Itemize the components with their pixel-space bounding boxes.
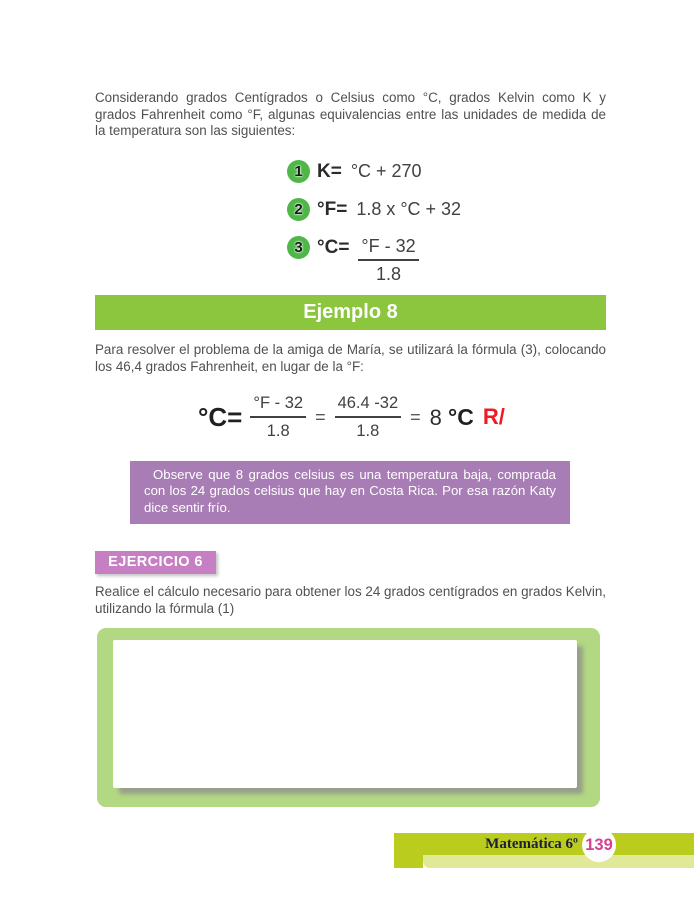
formula-row-2 <box>287 198 461 221</box>
result-value: 8 <box>429 404 448 430</box>
formula-fraction <box>358 236 418 284</box>
equals-sign: = <box>410 406 421 427</box>
formula-list <box>287 160 461 299</box>
formula-lhs: °C= <box>317 237 350 258</box>
example-fraction-1 <box>250 393 306 441</box>
fraction-denominator: 1.8 <box>376 264 402 284</box>
fraction-denominator: 1.8 <box>356 422 380 440</box>
fraction-numerator: °F - 32 <box>250 393 306 418</box>
formula-number-badge: 3 <box>287 236 310 259</box>
book-title: Matemática 6º <box>485 836 578 852</box>
formula-row-3 <box>287 236 461 284</box>
answer-box-frame <box>97 628 600 807</box>
answer-mark: R/ <box>482 404 505 429</box>
formula-row-1 <box>287 160 461 183</box>
page-number-badge: 139 <box>582 828 616 862</box>
example-result <box>430 404 474 431</box>
example-fraction-2 <box>335 393 402 441</box>
fraction-numerator: °F - 32 <box>358 236 418 261</box>
formula-rhs: °C + 270 <box>350 161 422 181</box>
result-unit: °C <box>448 403 474 430</box>
example-paragraph: Para resolver el problema de la amiga de María, se utilizará la fórmula (3), colocando los 46,4 grados Fahrenheit, en lugar de la °F: <box>95 342 606 374</box>
example-formula <box>198 393 505 441</box>
exercise-paragraph: Realice el cálculo necesario para obtener los 24 grados centígrados en grados Kelvin, utilizando la fórmula (1) <box>95 584 606 616</box>
observation-note-box: Observe que 8 grados celsius es una temperatura baja, comprada con los 24 grados celsius que hay en Costa Rica. Por esa razón Katy dice sentir frío. <box>130 461 570 524</box>
formula-lhs: °F= <box>317 199 348 220</box>
formula-rhs: 1.8 x °C + 32 <box>356 199 462 219</box>
fraction-denominator: 1.8 <box>266 422 290 440</box>
footer-bar-light <box>423 855 694 868</box>
formula-number-badge: 1 <box>287 160 310 183</box>
equals-sign: = <box>315 406 326 427</box>
formula-lhs: K= <box>317 161 342 182</box>
answer-writing-area[interactable] <box>113 640 577 788</box>
fraction-numerator: 46.4 -32 <box>335 393 402 418</box>
exercise-badge: EJERCICIO 6 <box>95 551 216 574</box>
example-formula-lhs: °C= <box>198 401 243 432</box>
example-banner: Ejemplo 8 <box>95 295 606 330</box>
formula-number-badge: 2 <box>287 198 310 221</box>
intro-paragraph: Considerando grados Centígrados o Celsius como °C, grados Kelvin como K y grados Fahrenheit como °F, algunas equivalencias entre las unidades de medida de la temperatura son las siguientes: <box>95 90 606 139</box>
